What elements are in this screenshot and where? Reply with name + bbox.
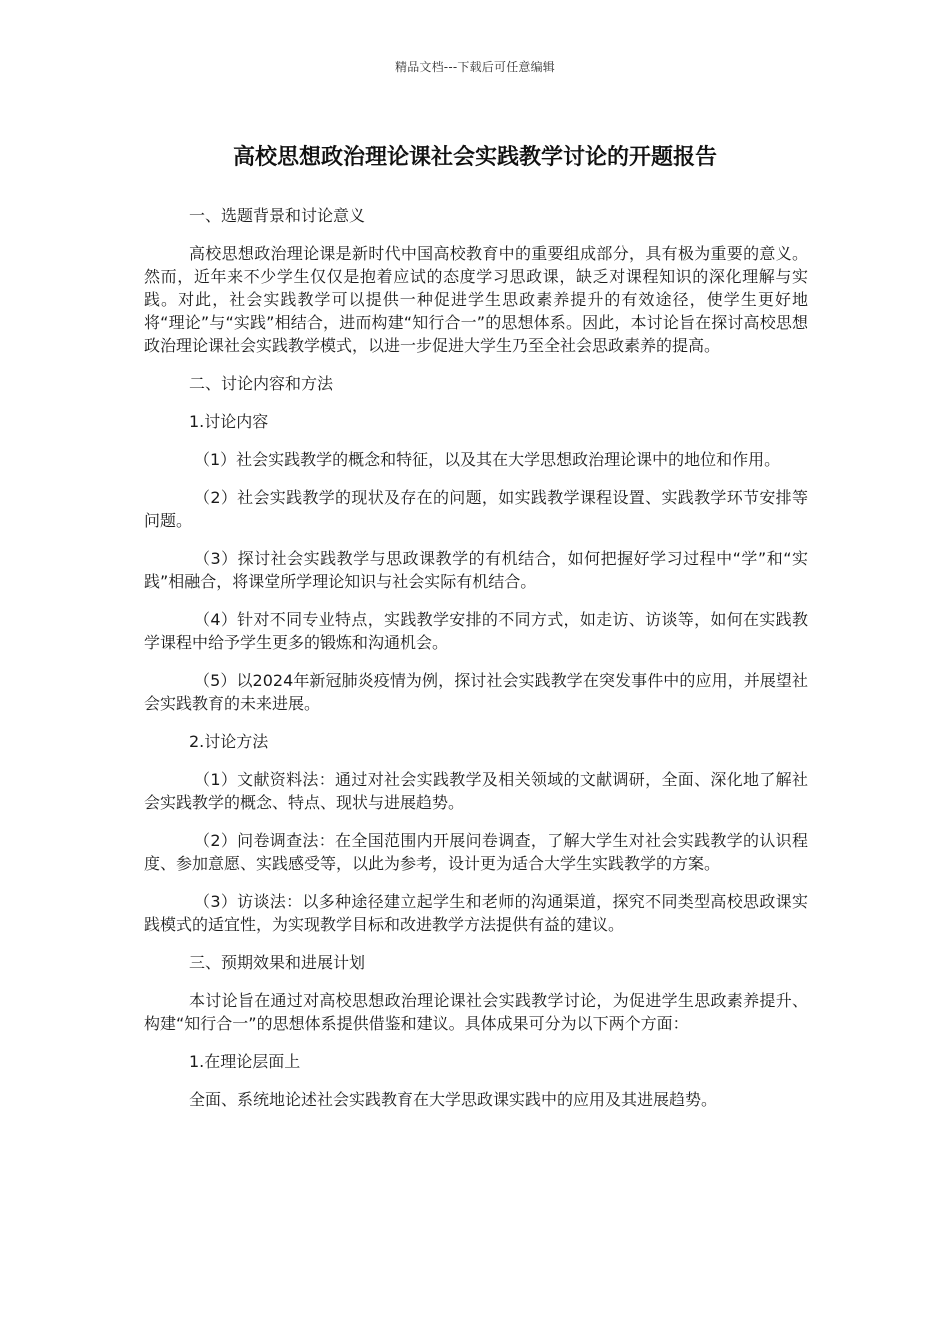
section-3-heading: 三、预期效果和进展计划 bbox=[189, 953, 366, 972]
method-item-3: （3）访谈法：以多种途径建立起学生和老师的沟通渠道，探究不同类型高校思政课实践模式的适宜性，为实现教学目标和改进教学方法提供有益的建议。 bbox=[144, 892, 808, 934]
content-item-1: （1）社会实践教学的概念和特征，以及其在大学思想政治理论课中的地位和作用。 bbox=[194, 450, 781, 469]
header-note: 精品文档---下载后可任意编辑 bbox=[395, 60, 555, 74]
theory-sub-heading: 1.在理论层面上 bbox=[189, 1052, 301, 1071]
document-title: 高校思想政治理论课社会实践教学讨论的开题报告 bbox=[232, 145, 717, 170]
theory-sub-paragraph: 全面、系统地论述社会实践教育在大学思政课实践中的应用及其进展趋势。 bbox=[189, 1090, 718, 1109]
content-item-2: （2）社会实践教学的现状及存在的问题，如实践教学课程设置、实践教学环节安排等问题。 bbox=[144, 488, 808, 530]
content-item-3: （3）探讨社会实践教学与思政课教学的有机结合，如何把握好学习过程中“学”和“实践”相融合，将课堂所学理论知识与社会实际有机结合。 bbox=[144, 549, 808, 591]
section-1-heading: 一、选题背景和讨论意义 bbox=[189, 206, 366, 225]
content-item-4: （4）针对不同专业特点，实践教学安排的不同方式，如走访、访谈等，如何在实践教学课程中给予学生更多的锻炼和沟通机会。 bbox=[144, 610, 808, 652]
method-item-1: （1）文献资料法：通过对社会实践教学及相关领域的文献调研，全面、深化地了解社会实践教学的概念、特点、现状与进展趋势。 bbox=[144, 770, 808, 812]
section-2-heading: 二、讨论内容和方法 bbox=[189, 374, 334, 393]
method-heading: 2.讨论方法 bbox=[189, 732, 269, 751]
content-heading: 1.讨论内容 bbox=[189, 412, 269, 431]
content-item-5: （5）以2024年新冠肺炎疫情为例，探讨社会实践教学在突发事件中的应用，并展望社会实践教育的未来进展。 bbox=[144, 671, 808, 713]
method-item-2: （2）问卷调查法：在全国范围内开展问卷调查，了解大学生对社会实践教学的认识程度、参加意愿、实践感受等，以此为参考，设计更为适合大学生实践教学的方案。 bbox=[144, 831, 808, 873]
section-1-paragraph: 高校思想政治理论课是新时代中国高校教育中的重要组成部分，具有极为重要的意义。然而，近年来不少学生仅仅是抱着应试的态度学习思政课，缺乏对课程知识的深化理解与实践。对此，社会实践教学可以提供一种促进学生思政素养提升的有效途径，使学生更好地将“理论”与“实践”相结合，进而构建“知行合一”的思想体系。因此，本讨论旨在探讨高校思想政治理论课社会实践教学模式，以进一步促进大学生乃至全社会思政素养的提高。 bbox=[144, 244, 808, 355]
document-body bbox=[144, 204, 808, 1111]
section-3-paragraph: 本讨论旨在通过对高校思想政治理论课社会实践教学讨论，为促进学生思政素养提升、构建“知行合一”的思想体系提供借鉴和建议。具体成果可分为以下两个方面： bbox=[144, 991, 808, 1033]
